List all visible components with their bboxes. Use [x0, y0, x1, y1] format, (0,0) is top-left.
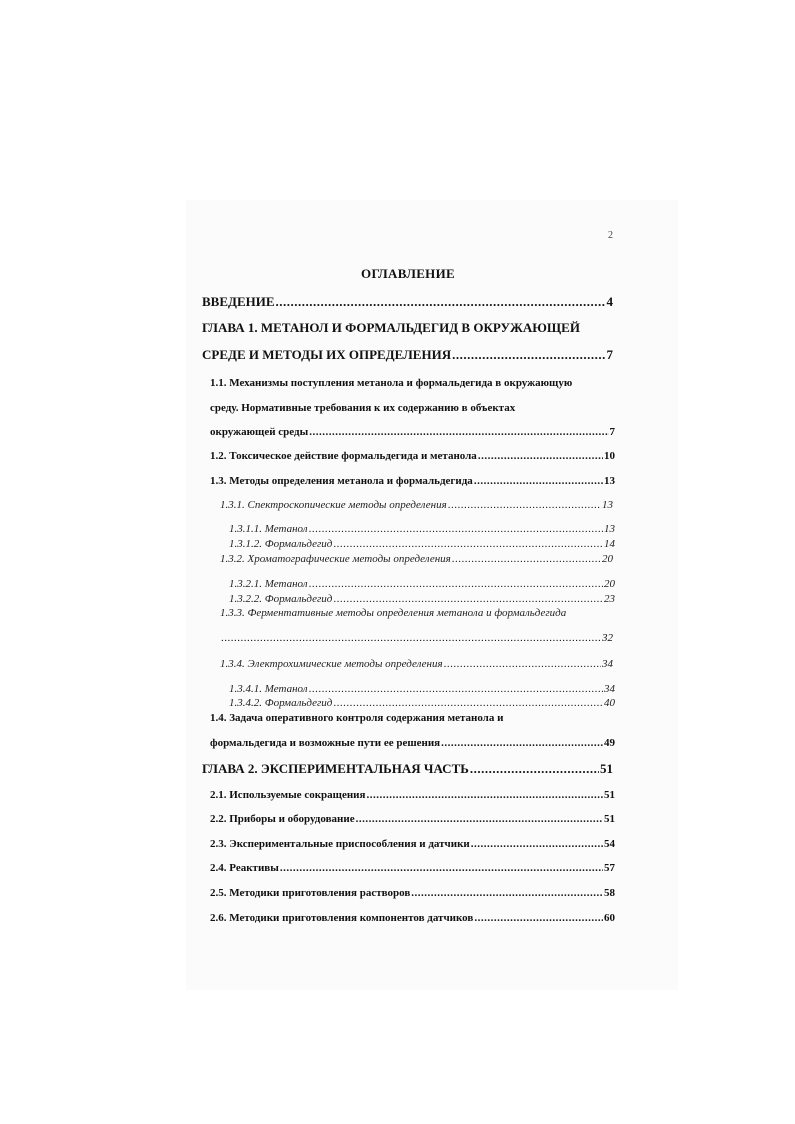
- toc-entry-title: 2.4. Реактивы: [210, 862, 279, 874]
- toc-entry-1-3[interactable]: [210, 473, 615, 489]
- toc-heading: ОГЛАВЛЕНИЕ: [361, 266, 455, 281]
- toc-entry-title: СРЕДЕ И МЕТОДЫ ИХ ОПРЕДЕЛЕНИЯ: [202, 347, 452, 362]
- toc-entry-page: 20: [604, 578, 615, 590]
- toc-entry-chapter1-line1[interactable]: ГЛАВА 1. МЕТАНОЛ И ФОРМАЛЬДЕГИД В ОКРУЖАЮЩЕЙ: [202, 320, 580, 335]
- toc-entry-title: 1.3.4.2. Формальдегид: [229, 697, 333, 709]
- toc-entry-title: 2.2. Приборы и оборудование: [210, 813, 355, 825]
- dot-leader: [366, 787, 603, 803]
- dot-leader: [471, 836, 603, 852]
- toc-entry-2-1[interactable]: [210, 787, 615, 803]
- toc-entry-1-1[interactable]: [210, 424, 615, 440]
- toc-entry-1-3-2-1[interactable]: [229, 576, 615, 592]
- toc-entry-page: 51: [604, 813, 615, 825]
- toc-entry-page: 57: [604, 862, 615, 874]
- toc-entry-page: 51: [604, 789, 615, 801]
- toc-entry-title: 1.3.1. Спектроскопические методы определения: [220, 499, 447, 511]
- toc-entry-intro[interactable]: [202, 294, 613, 310]
- toc-entry-2-3[interactable]: [210, 836, 615, 852]
- toc-entry-title: 1.3.1.1. Метанол: [229, 523, 308, 535]
- toc-entry-page: 51: [600, 761, 613, 776]
- toc-entry-page: 34: [602, 658, 613, 670]
- toc-entry-1-1-line2[interactable]: среду. Нормативные требования к их содержанию в объектах: [210, 402, 516, 414]
- toc-entry-1-3-2[interactable]: [220, 551, 613, 567]
- toc-entry-page: 54: [604, 838, 615, 850]
- toc-entry-title: 2.6. Методики приготовления компонентов датчиков: [210, 912, 474, 924]
- toc-entry-1-3-1-2[interactable]: [229, 536, 615, 552]
- toc-entry-1-4[interactable]: [210, 735, 615, 751]
- dot-leader: [452, 551, 601, 567]
- toc-entry-title: окружающей среды: [210, 426, 309, 438]
- toc-entry-page: 13: [604, 475, 615, 487]
- toc-entry-2-4[interactable]: [210, 860, 615, 876]
- toc-entry-page: 10: [604, 450, 615, 462]
- toc-entry-page: 4: [606, 294, 613, 309]
- dot-leader: [309, 424, 608, 440]
- dot-leader: [280, 860, 603, 876]
- dot-leader: [441, 735, 603, 751]
- toc-entry-1-3-3[interactable]: [220, 630, 613, 646]
- toc-entry-title: 1.3.4.1. Метанол: [229, 683, 308, 695]
- toc-entry-page: 40: [604, 697, 615, 709]
- toc-entry-page: 58: [604, 887, 615, 899]
- toc-entry-title: 1.3.1.2. Формальдегид: [229, 538, 333, 550]
- toc-entry-page: 49: [604, 737, 615, 749]
- toc-entry-1-3-4-2[interactable]: [229, 695, 615, 711]
- toc-entry-1-2[interactable]: [210, 448, 615, 464]
- toc-entry-page: 13: [602, 499, 613, 511]
- dot-leader: [474, 910, 603, 926]
- dot-leader: [470, 761, 599, 777]
- dot-leader: [276, 294, 606, 310]
- dot-leader: [411, 885, 603, 901]
- toc-entry-page: 7: [606, 347, 613, 362]
- toc-entry-page: 32: [602, 632, 613, 644]
- toc-entry-2-2[interactable]: [210, 811, 615, 827]
- toc-entry-title: ГЛАВА 2. ЭКСПЕРИМЕНТАЛЬНАЯ ЧАСТЬ: [202, 761, 469, 776]
- toc-entry-2-6[interactable]: [210, 910, 615, 926]
- dot-leader: [448, 497, 601, 513]
- toc-entry-title: 1.3.4. Электрохимические методы определения: [220, 658, 443, 670]
- dot-leader: [444, 656, 601, 672]
- dot-leader: [309, 576, 603, 592]
- toc-entry-1-4-line1[interactable]: 1.4. Задача оперативного контроля содержания метанола и: [210, 712, 504, 724]
- toc-entry-title: формальдегида и возможные пути ее решения: [210, 737, 441, 749]
- toc-entry-chapter2[interactable]: [202, 761, 613, 777]
- toc-entry-page: 60: [604, 912, 615, 924]
- toc-entry-title: 1.2. Токсическое действие формальдегида и метанола: [210, 450, 477, 462]
- toc-entry-title: 1.3.2.1. Метанол: [229, 578, 308, 590]
- toc-entry-title: 1.3.2. Хроматографические методы определения: [220, 553, 451, 565]
- toc-entry-title: 1.3. Методы определения метанола и формальдегида: [210, 475, 473, 487]
- toc-entry-chapter1[interactable]: [202, 347, 613, 363]
- toc-entry-page: 34: [604, 683, 615, 695]
- toc-entry-title: ВВЕДЕНИЕ: [202, 294, 275, 309]
- dot-leader: [356, 811, 603, 827]
- toc-entry-title: 1.3.2.2. Формальдегид: [229, 593, 333, 605]
- toc-entry-title: 2.5. Методики приготовления растворов: [210, 887, 411, 899]
- dot-leader: [333, 536, 603, 552]
- toc-entry-1-3-3-line1[interactable]: 1.3.3. Ферментативные методы определения метанола и формальдегида: [220, 607, 567, 619]
- dot-leader: [333, 695, 603, 711]
- toc-entry-2-5[interactable]: [210, 885, 615, 901]
- toc-entry-page: 14: [604, 538, 615, 550]
- dot-leader: [474, 473, 603, 489]
- toc-entry-title: 2.1. Используемые сокращения: [210, 789, 366, 801]
- page-number: 2: [608, 230, 613, 241]
- toc-entry-page: 20: [602, 553, 613, 565]
- toc-entry-1-3-1-1[interactable]: [229, 521, 615, 537]
- toc-entry-1-1-line1[interactable]: 1.1. Механизмы поступления метанола и формальдегида в окружающую: [210, 377, 573, 389]
- dot-leader: [309, 521, 603, 537]
- dot-leader: [478, 448, 603, 464]
- toc-entry-1-3-1[interactable]: [220, 497, 613, 513]
- dot-leader: [221, 630, 601, 646]
- toc-entry-title: 2.3. Экспериментальные приспособления и датчики: [210, 838, 470, 850]
- toc-entry-page: 23: [604, 593, 615, 605]
- toc-entry-1-3-4[interactable]: [220, 656, 613, 672]
- toc-entry-page: 13: [604, 523, 615, 535]
- dot-leader: [452, 347, 605, 363]
- toc-entry-page: 7: [609, 426, 615, 438]
